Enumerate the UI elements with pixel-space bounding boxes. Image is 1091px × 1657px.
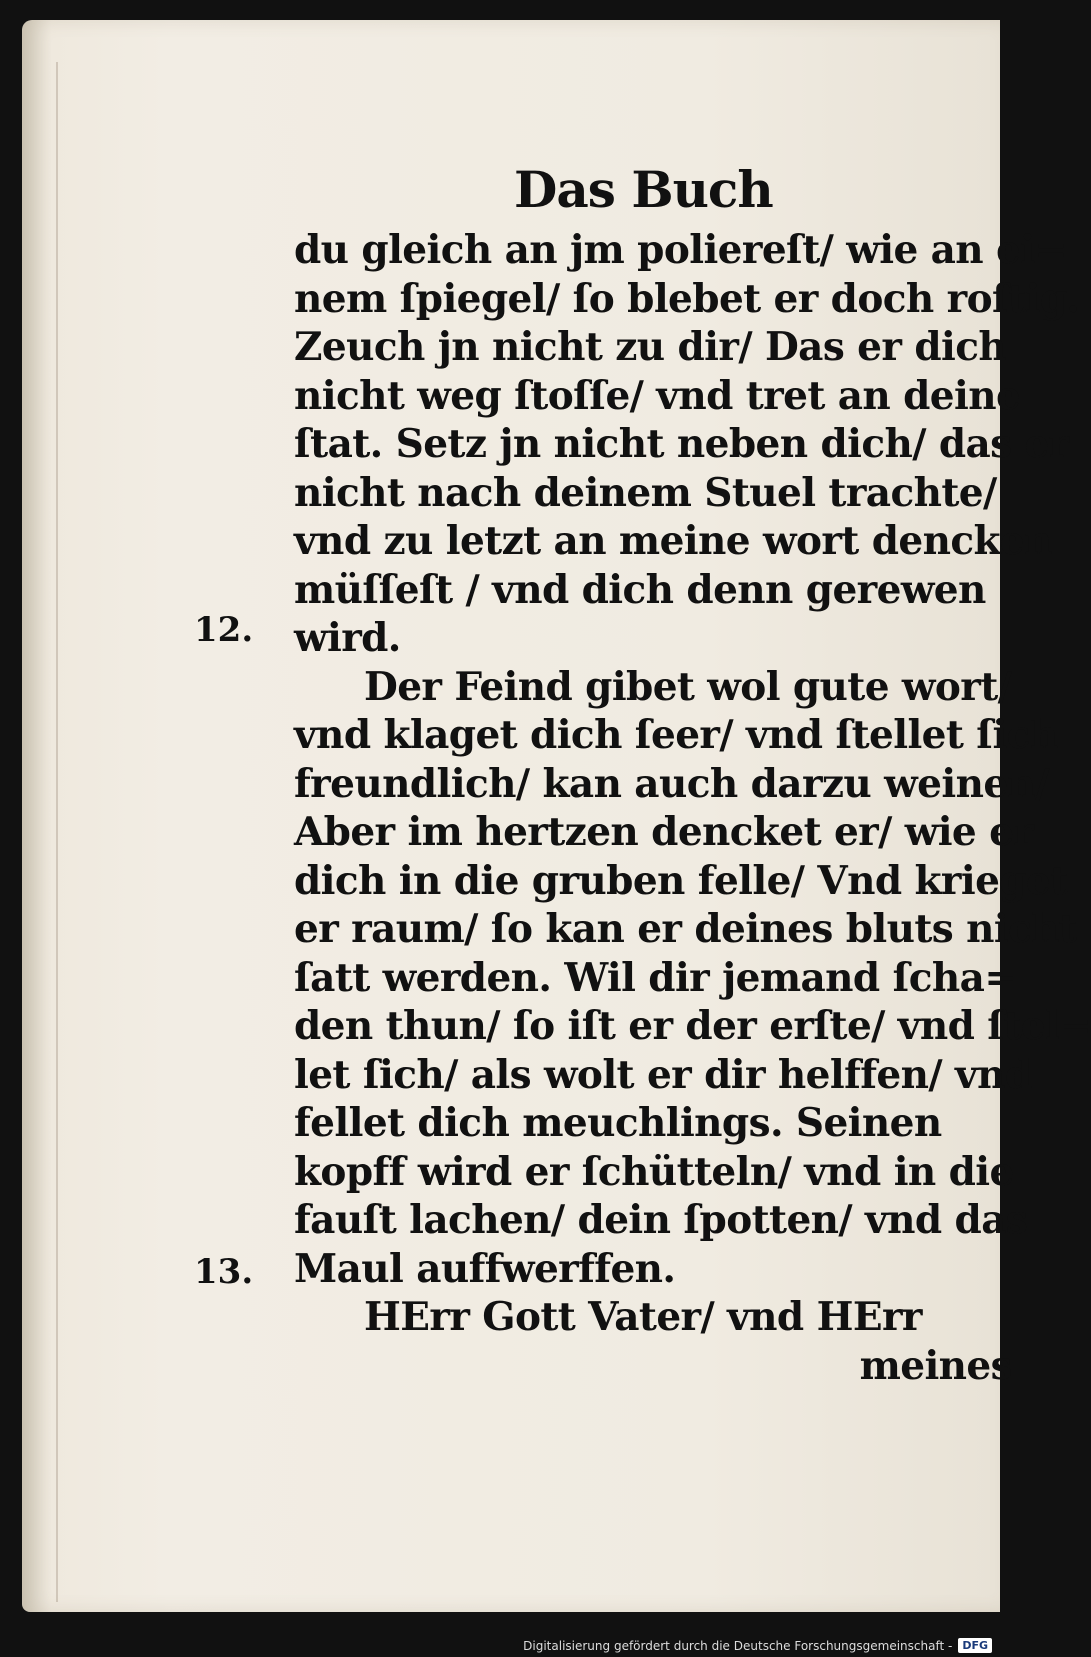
text-line-indented: Der Feind gibet wol gute wort/ xyxy=(364,663,1012,710)
page-fold-shadow xyxy=(56,62,58,1602)
text-line: dich in die gruben felle/ Vnd krieget xyxy=(294,857,1068,904)
text-line: er raum/ ſo kan er deines bluts nicht xyxy=(294,906,1077,952)
verse-number-12: 12. xyxy=(194,610,254,650)
text-line: du gleich an jm poliereſt/ wie an ei= xyxy=(294,227,1067,273)
text-line: Aber im hertzen dencket er/ wie er xyxy=(294,809,1034,855)
text-line: nicht nach deinem Stuel trachte/ xyxy=(294,469,997,516)
text-line: nem ſpiegel/ ſo blebet er doch roſtig. xyxy=(294,275,1080,322)
text-line: kopff wird er ſchütteln/ vnd in die xyxy=(294,1148,1014,1195)
text-line: vnd zu letzt an meine wort dencken xyxy=(294,518,1052,564)
text-line: Maul auffwerffen. xyxy=(294,1245,676,1292)
verse-number-13: 13. xyxy=(194,1252,254,1292)
text-line: vnd klaget dich ſeer/ vnd ſtellet ſich xyxy=(294,712,1058,758)
text-line: müſſeſt / vnd dich denn gerewen xyxy=(294,566,986,613)
text-line: Zeuch jn nicht zu dir/ Das er dich xyxy=(294,324,1007,370)
text-line: let ſich/ als wolt er dir helffen/ vnd xyxy=(294,1051,1032,1098)
text-line: den thun/ ſo iſt er der erſte/ vnd ſtel= xyxy=(294,1003,1091,1049)
text-line: ſtat. Setz jn nicht neben dich/ das er xyxy=(294,421,1069,467)
digitization-credit xyxy=(523,1638,992,1653)
catchword: meines xyxy=(859,1342,1012,1389)
text-line: ſatt werden. Wil dir jemand ſcha= xyxy=(294,954,1017,1001)
text-line: fellet dich meuchlings. Seinen xyxy=(294,1100,942,1146)
text-line: fauſt lachen/ dein ſpotten/ vnd das xyxy=(294,1197,1028,1243)
body-text xyxy=(294,226,1091,1390)
text-line-indented: HErr Gott Vater/ vnd HErr xyxy=(364,1294,922,1340)
dfg-logo: DFG xyxy=(958,1638,992,1653)
running-header: Das Buch xyxy=(514,160,773,219)
text-line: wird. xyxy=(294,615,401,661)
credit-text: Digitalisierung gefördert durch die Deutsche Forschungsgemeinschaft - xyxy=(523,1638,953,1653)
text-line: freundlich/ kan auch darzu weinen/ xyxy=(294,760,1049,807)
book-page xyxy=(22,20,1091,1612)
text-line: nicht weg ſtoſſe/ vnd tret an deine xyxy=(294,372,1021,419)
